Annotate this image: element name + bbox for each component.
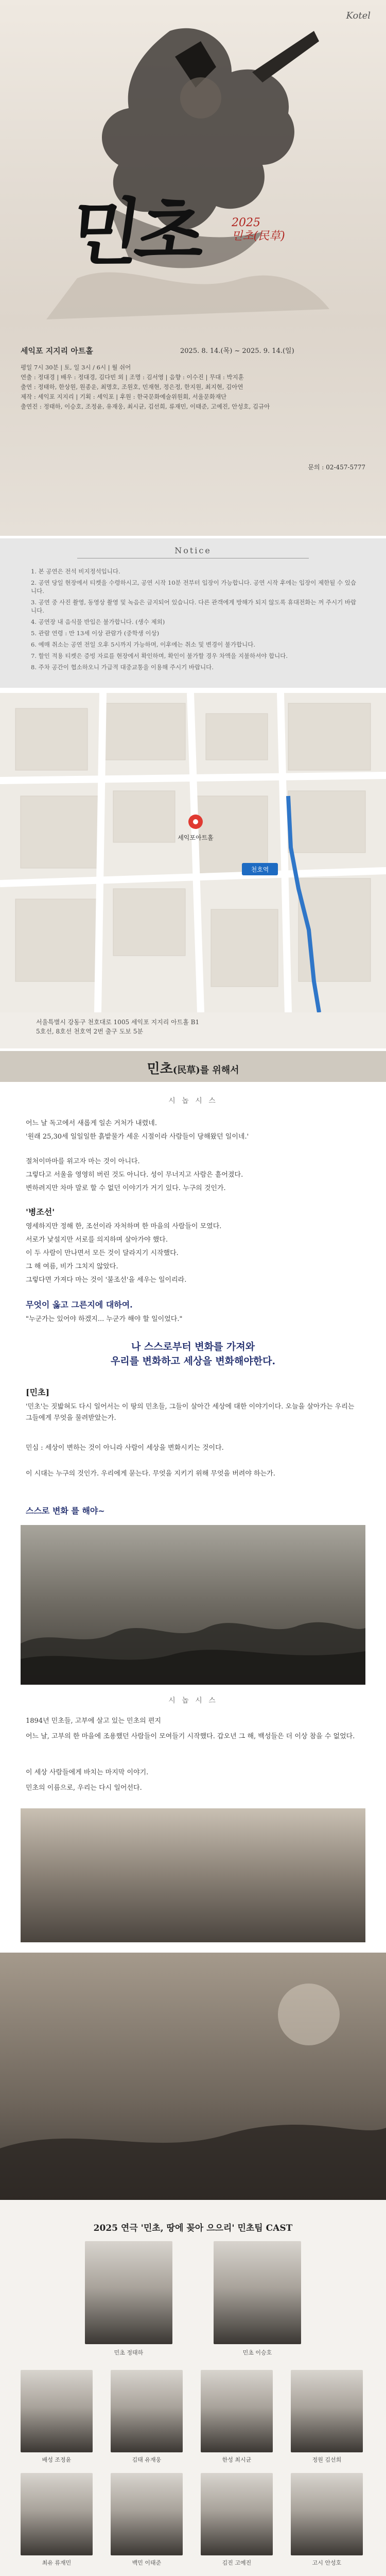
cast-photo: [111, 2473, 183, 2555]
cast-section: [0, 1953, 386, 2576]
notice-list: [31, 567, 360, 674]
station-label: 천호역: [251, 866, 269, 873]
theatre-name: 세익포 지지리 아트홀: [21, 346, 93, 355]
synopsis-paragraph: 그렇다고 서울을 영영히 버린 것도 아니다. 성이 무너지고 사람은 흩어졌다.: [26, 1171, 243, 1179]
section-heading: 스스로 변화 를 해야~: [26, 1506, 105, 1516]
notice-item: 2. 공연 당일 현장에서 티켓을 수령하시고, 공연 시작 10분 전부터 입장이 가능합니다. 공연 시작 후에는 입장이 제한될 수 있습니다.: [31, 579, 356, 595]
question-heading: 무엇이 옳고 그른지에 대하여.: [26, 1300, 133, 1310]
synopsis-paragraph: 민심 : 세상이 변하는 것이 아니라 사람이 세상을 변화시키는 것이다.: [26, 1444, 224, 1452]
synopsis-paragraph: 1894년 민초들, 고부에 살고 있는 민초의 편지: [26, 1717, 161, 1725]
address-line: 서울특별시 강동구 천호대로 1005 세익포 지지리 아트홀 B1: [36, 1019, 200, 1026]
info-line: 출연 : 정태하, 한상원, 원종운, 최명호, 조원호, 민재현, 정은정, 한지원, 최지현, 김아연: [21, 383, 243, 391]
notice-item: 3. 공연 중 사진 촬영, 동영상 촬영 및 녹음은 금지되어 있습니다. 다른 관객에게 방해가 되지 않도록 휴대전화는 꺼 주시기 바랍니다.: [31, 599, 357, 614]
notice-item: 8. 주차 공간이 협소하오니 가급적 대중교통을 이용해 주시기 바랍니다.: [31, 664, 214, 671]
cast-caption: 고시 안성호: [312, 2560, 342, 2566]
synopsis-paragraph: 이 세상 사람들에게 바치는 마지막 이야기.: [26, 1769, 149, 1776]
synopsis-quote: "누군가는 있어야 하겠지... 누군가 해야 할 일이었다.": [26, 1315, 183, 1323]
brand-logo: Kotel: [346, 10, 371, 21]
key-message-1: [0, 1340, 386, 1368]
cast-caption: 백민 이태준: [132, 2560, 162, 2566]
cast-caption: 최유 류재민: [42, 2560, 72, 2566]
synopsis-paragraph: 그 해 여름, 비가 그치지 않았다.: [26, 1263, 118, 1270]
contact-number: 문의 : 02-457-5777: [308, 464, 365, 471]
cast-caption: 김진 고예진: [222, 2560, 252, 2566]
notice-item: 4. 공연장 내 음식물 반입은 불가합니다. (생수 제외): [31, 618, 165, 625]
synopsis-title-a: 민초: [147, 1061, 173, 1077]
synopsis-paragraph: 영세하지만 정해 한, 조선이라 자처하며 한 마을의 사람들이 모였다.: [26, 1223, 222, 1230]
cast-photo: [291, 2473, 363, 2555]
subtitle-hanja: 민초(民草): [232, 230, 285, 243]
synopsis-paragraph: '원래 25,30세 일일일한 흙밭물가 세운 시절이라 사람들이 당해왔던 일이네.': [26, 1133, 249, 1141]
cast-caption: 김태 유재웅: [132, 2456, 162, 2463]
team1-heading: 2025 연극 '민초, 땅에 꽂아 으으리' 민초팀 CAST: [93, 2223, 293, 2233]
cast-photo: [21, 2473, 93, 2555]
village-scene-image: [21, 1808, 365, 1942]
synopsis-subtitle-2: 시 놉 시 스: [168, 1697, 218, 1705]
location-map[interactable]: [0, 693, 386, 1012]
info-lines: [21, 363, 365, 412]
notice-item: 6. 예매 취소는 공연 전일 오후 5시까지 가능하며, 이후에는 취소 및 변경이 불가합니다.: [31, 641, 256, 648]
notice-title: Notice: [174, 546, 212, 555]
synopsis-paragraph: 그렇다면 가져다 마는 것이 '불조선'을 세우는 일이리라.: [26, 1276, 187, 1284]
notice-section: [0, 538, 386, 688]
section-heading: '병조선': [26, 1207, 55, 1217]
show-title: 민초: [65, 191, 206, 275]
synopsis-paragraph: 어느 날, 고부의 한 마을에 조용했던 사람들이 모여들기 시작했다. 갑오년 그 해, 백성들은 더 이상 참을 수 없었다.: [26, 1733, 355, 1740]
cast-photo: [111, 2370, 183, 2452]
subtitle-year: 2025: [232, 216, 260, 229]
venue-address: [36, 1018, 199, 1036]
synopsis-paragraph: '민초'는 짓밟혀도 다시 일어서는 이 땅의 민초들, 그들이 살아간 세상에 대한 이야기이다. 오늘을 살아가는 우리는 그들에게 무엇을 물려받았는가.: [26, 1403, 355, 1422]
poster-section: [0, 0, 386, 536]
cast-caption: 배성 조정윤: [42, 2456, 72, 2463]
synopsis-paragraph: 변하려지만 차마 말로 할 수 없던 이야기가 거기 있다. 누구의 것인가.: [26, 1184, 226, 1192]
synopsis-paragraph: 이 시대는 누구의 것인가. 우리에게 묻는다. 무엇을 지키기 위해 무엇을 버려야 하는가.: [26, 1470, 275, 1478]
venue-pin-label: 세익포아트홀: [178, 834, 214, 841]
cast-caption: 민초 이승호: [242, 2349, 272, 2356]
synopsis-paragraph: 민초의 이름으로, 우리는 다시 일어선다.: [26, 1784, 142, 1792]
cast-photo: [214, 2241, 301, 2344]
show-info: [21, 345, 365, 526]
key-message: 나 스스로부터 변화를 가져와 우리를 변화하고 세상을 변화해야한다.: [110, 1341, 276, 1367]
cast-banner-art: [0, 1953, 386, 2200]
synopsis-paragraph: 이 두 사람이 만나면서 모든 것이 달라지기 시작했다.: [26, 1249, 179, 1257]
synopsis-paragraph: 어느 날 독고에서 새롭게 일손 거처가 내렸네.: [26, 1120, 157, 1127]
directions-line: 5호선, 8호선 천호역 2번 출구 도보 5분: [36, 1028, 143, 1035]
crowd-silhouette: [21, 1525, 365, 1685]
synopsis-title: [0, 1058, 386, 1077]
synopsis-section: [0, 1051, 386, 1950]
cast-photo: [21, 2370, 93, 2452]
notice-item: 7. 할인 적용 티켓은 증빙 자료를 현장에서 확인하며, 확인이 불가할 경우 차액을 지불하셔야 합니다.: [31, 652, 288, 659]
cast-caption: 민초 정태하: [114, 2349, 144, 2356]
info-line: 출연진 : 정태하, 이승호, 조정윤, 유재웅, 최시균, 김선희, 류재민, 이태준, 고예진, 안성호, 김규아: [21, 403, 270, 410]
synopsis-paragraph: 서로가 낯설지만 서로를 의지하며 살아가야 했다.: [26, 1236, 168, 1244]
synopsis-paragraph: 절처이마마를 위고자 마는 것이 아니다.: [26, 1158, 140, 1165]
cast-photo: [291, 2370, 363, 2452]
notice-item: 5. 관람 연령 : 만 13세 이상 관람가 (중학생 이상): [31, 630, 160, 637]
cast-photo: [201, 2370, 273, 2452]
cast-photo: [85, 2241, 172, 2344]
notice-item: 1. 본 공연은 전석 비지정석입니다.: [31, 568, 120, 575]
info-line: 평일 7시 30분 | 토, 일 3시 / 6시 | 월 쉬어: [21, 364, 131, 371]
info-line: 연출 : 정대경 | 배우 : 정대경, 김다빈 외 | 조명 : 김서영 | 음향 : 이수진 | 무대 : 박지훈: [21, 374, 244, 381]
synopsis-title-b: (民草)를 위해서: [172, 1065, 239, 1076]
synopsis-subtitle: 시 놉 시 스: [168, 1097, 218, 1105]
info-line: 제작 : 세익포 지지리 | 기획 : 세익포 | 후원 : 한국문화예술위원회, 서울문화재단: [21, 393, 227, 400]
cast-photo: [201, 2473, 273, 2555]
show-dates: 2025. 8. 14.(목) ~ 2025. 9. 14.(일): [180, 347, 294, 355]
section-heading: [민초]: [26, 1387, 50, 1397]
show-subtitle: [232, 216, 285, 243]
cast-caption: 한성 최시균: [222, 2456, 252, 2463]
map-section: [0, 693, 386, 1048]
cast-caption: 정원 김선희: [312, 2456, 342, 2463]
